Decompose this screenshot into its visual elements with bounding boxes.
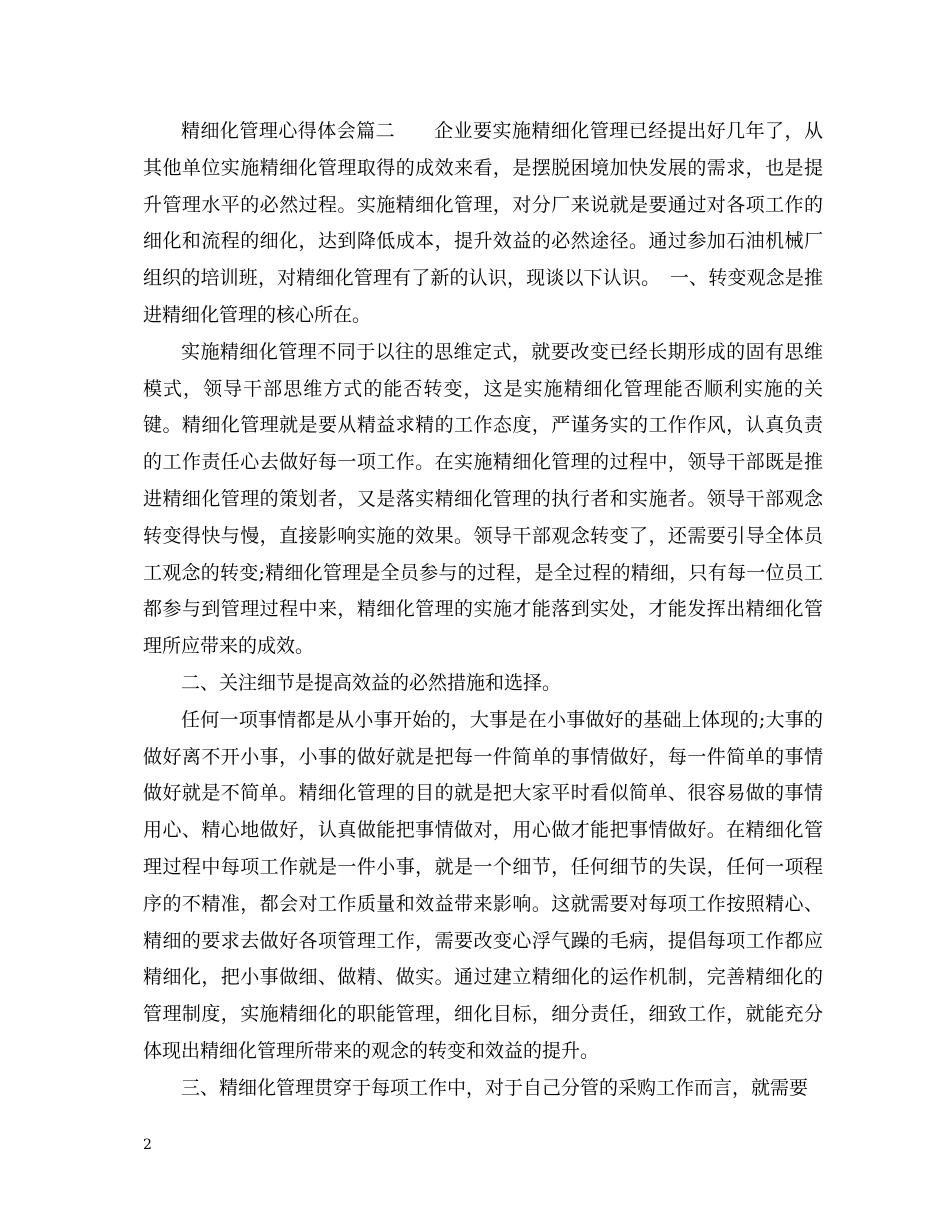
paragraph-procurement: 三、精细化管理贯穿于每项工作中，对于自己分管的采购工作而言，就需要 — [181, 1076, 809, 1099]
document-body — [143, 113, 823, 1107]
paragraph-concept-change: 实施精细化管理不同于以往的思维定式，就要改变已经长期形成的固有思维模式，领导干部思维方式的能否转变，这是实施精细化管理能否顺利实施的关键。精细化管理就是要从精益求精的工作态度，严谨务实的工作作风，认真负责的工作责任心去做好每一项工作。在实施精细化管理的过程中，领导干部既是推进精细化管理的策划者，又是落实精细化管理的执行者和实施者。领导干部观念转变得快与慢，直接影响实施的效果。领导干部观念转变了，还需要引导全体员工观念的转变;精细化管理是全员参与的过程，是全过程的精细，只有每一位员工都参与到管理过程中来，精细化管理的实施才能落到实处，才能发挥出精细化管理所应带来的成效。 — [143, 340, 823, 658]
paragraph-details: 任何一项事情都是从小事开始的，大事是在小事做好的基础上体现的;大事的做好离不开小事，小事的做好就是把每一件简单的事情做好，每一件简单的事情做好就是不简单。精细化管理的目的就是把大家平时看似简单、很容易做的事情用心、精心地做好，认真做能把事情做对，用心做才能把事情做好。在精细化管理过程中每项工作就是一件小事，就是一个细节，任何细节的失误，任何一项程序的不精准，都会对工作质量和效益带来影响。这就需要对每项工作按照精心、精细的要求去做好各项管理工作，需要改变心浮气躁的毛病，提倡每项工作都应精细化，把小事做细、做精、做实。通过建立精细化的运作机制，完善精细化的管理制度，实施精细化的职能管理，细化目标，细分责任，细致工作，就能充分体现出精细化管理所带来的观念的转变和效益的提升。 — [143, 708, 823, 1062]
page-number: 2 — [143, 1137, 152, 1153]
paragraph-heading-details: 二、关注细节是提高效益的必然措施和选择。 — [181, 671, 562, 694]
paragraph-intro: 精细化管理心得体会篇二 企业要实施精细化管理已经提出好几年了，从其他单位实施精细化管理取得的成效来看，是摆脱困境加快发展的需求，也是提升管理水平的必然过程。实施精细化管理，对分厂来说就是要通过对各项工作的细化和流程的细化，达到降低成本，提升效益的必然途径。通过参加石油机械厂组织的培训班，对精细化管理有了新的认识，现谈以下认识。 一、转变观念是推进精细化管理的核心所在。 — [143, 120, 823, 326]
